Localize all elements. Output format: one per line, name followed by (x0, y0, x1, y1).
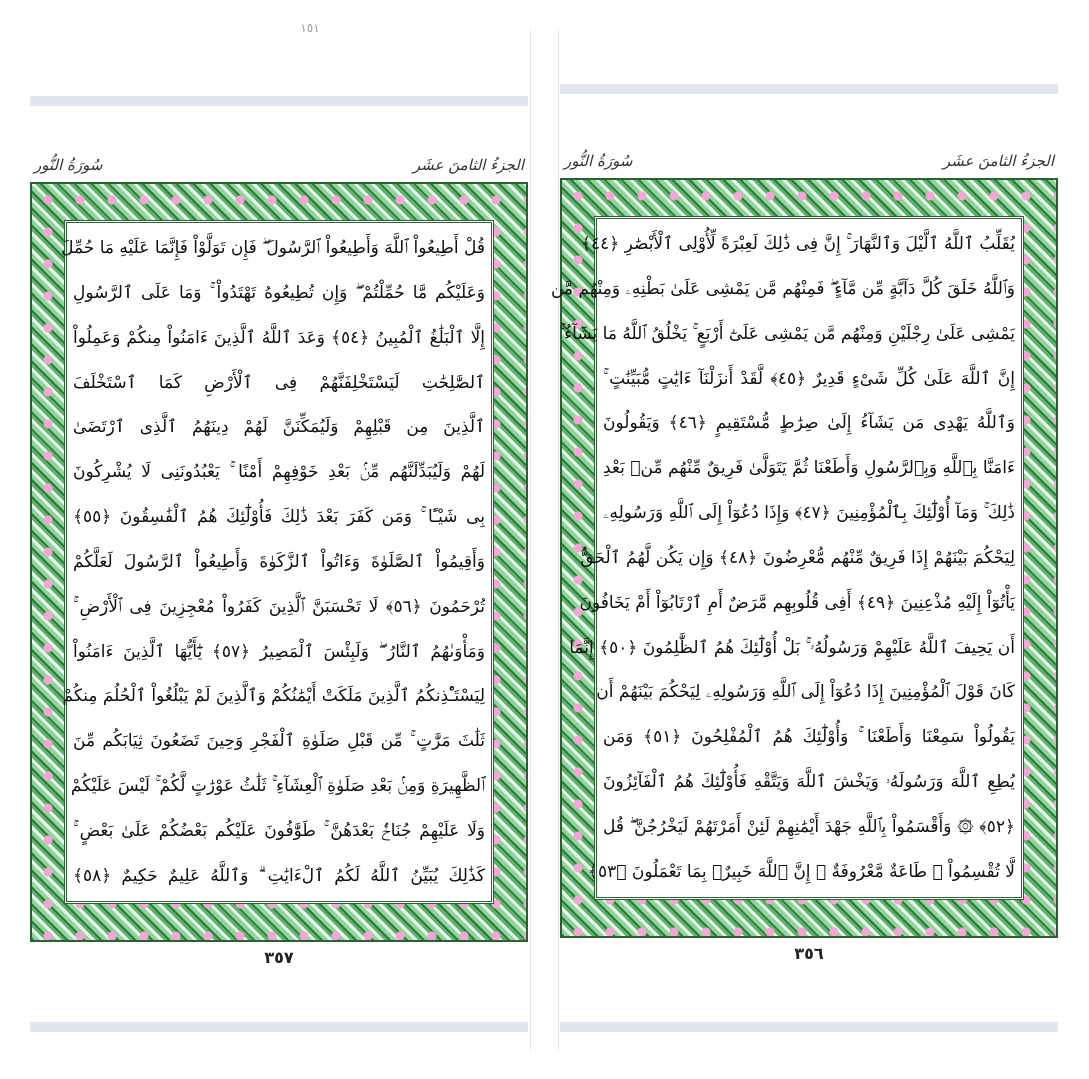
mushaf-page-left (30, 0, 528, 1079)
previous-page-number-sliver: ١٥١ (300, 21, 320, 35)
surah-label: سُورَةُ النُّور (564, 152, 633, 170)
verse-line: كَذَٰلِكَ يُبَيِّنُ ٱللَّهُ لَكُمُ ٱلْءَايَٰتِ ۗ وَٱللَّهُ عَلِيمٌ حَكِيمٌ ﴿٥٨﴾ (73, 865, 485, 886)
verse-line: لَّا تُقْسِمُواْ ۖ طَاعَةٌ مَّعْرُوفَةٌ ۚ إِنَّ ٱللَّهَ خَبِيرٌۢ بِمَا تَعْمَلُونَ ﴿٥٣﴾ (588, 861, 1015, 882)
verse-line: وَأَقِيمُواْ ٱلصَّلَوٰةَ وَءَاتُواْ ٱلزَّكَوٰةَ وَأَطِيعُواْ ٱلرَّسُولَ لَعَلَّكُمْ (73, 551, 485, 572)
page-top-band (560, 84, 1058, 94)
page-header (564, 146, 1054, 176)
verse-line: قُلْ أَطِيعُواْ ٱللَّهَ وَأَطِيعُواْ ٱلرَّسُولَ ۖ فَإِن تَوَلَّوْاْ فَإِنَّمَا عَلَيْهِ مَا حُمِّلَ (61, 238, 485, 258)
page-top-band (30, 96, 528, 106)
page-bottom-band (560, 1022, 1058, 1032)
page-divider (558, 30, 559, 1050)
page-divider (530, 30, 531, 1050)
verse-line: وَٱللَّهُ خَلَقَ كُلَّ دَآبَّةٍ مِّن مَّآءٍ ۖ فَمِنْهُم مَّن يَمْشِى عَلَىٰ بَطْنِهِۦ وَمِنْهُم مَّن (550, 278, 1015, 299)
verse-line: ﴿٥٢﴾ ۞ وَأَقْسَمُواْ بِٱللَّهِ جَهْدَ أَيْمَٰنِهِمْ لَئِنْ أَمَرْتَهُمْ لَيَخْرُجُنَّ ۖ قُل (603, 816, 1015, 837)
verse-line: يُطِعِ ٱللَّهَ وَرَسُولَهُۥ وَيَخْشَ ٱللَّهَ وَيَتَّقْهِ فَأُوْلَٰٓئِكَ هُمُ ٱلْفَآئِزُونَ (603, 772, 1015, 793)
verse-line: أَن يَحِيفَ ٱللَّهُ عَلَيْهِمْ وَرَسُولُهُۥ ۚ بَلْ أُوْلَٰٓئِكَ هُمُ ٱلظَّٰلِمُونَ ﴿٥٠﴾ إِنَّمَا (569, 637, 1015, 658)
verse-line: إِلَّا ٱلْبَلَٰغُ ٱلْمُبِينُ ﴿٥٤﴾ وَعَدَ ٱللَّهُ ٱلَّذِينَ ءَامَنُواْ مِنكُمْ وَعَمِلُواْ (73, 327, 485, 348)
surah-label: سُورَةُ النُّور (34, 156, 103, 174)
verse-text-area (550, 216, 1024, 900)
verse-line: وَعَلَيْكُم مَّا حُمِّلْتُمْ ۖ وَإِن تُطِيعُوهُ تَهْتَدُواْ ۚ وَمَا عَلَى ٱلرَّسُولِ (73, 282, 485, 303)
juz-label: الجزءُ الثامنَ عشَر (942, 152, 1054, 170)
page-header (34, 150, 524, 180)
verse-line: ٱلصَّٰلِحَٰتِ لَيَسْتَخْلِفَنَّهُمْ فِى ٱلْأَرْضِ كَمَا ٱسْتَخْلَفَ (73, 372, 485, 393)
verse-line: وَلَا عَلَيْهِمْ جُنَاحٌۢ بَعْدَهُنَّ ۚ طَوَّٰفُونَ عَلَيْكُم بَعْضُكُمْ عَلَىٰ بَعْضٍ ۚ (73, 820, 485, 841)
verse-line: لِيَحْكُمَ بَيْنَهُمْ إِذَا فَرِيقٌ مِّنْهُم مُّعْرِضُونَ ﴿٤٨﴾ وَإِن يَكُن لَّهُمُ ٱلْحَقُّ (580, 547, 1015, 568)
verse-line: يَقُولُواْ سَمِعْنَا وَأَطَعْنَا ۚ وَأُوْلَٰٓئِكَ هُمُ ٱلْمُفْلِحُونَ ﴿٥١﴾ وَمَن (603, 727, 1015, 748)
juz-label: الجزءُ الثامنَ عشَر (412, 156, 524, 174)
verse-line: بِى شَيْـًٔا ۚ وَمَن كَفَرَ بَعْدَ ذَٰلِكَ فَأُوْلَٰٓئِكَ هُمُ ٱلْفَٰسِقُونَ ﴿٥٥﴾ (73, 507, 485, 528)
verse-line: يُقَلِّبُ ٱللَّهُ ٱلَّيْلَ وَٱلنَّهَارَ ۚ إِنَّ فِى ذَٰلِكَ لَعِبْرَةً لِّأُوْلِى ٱلْأَبْصَٰرِ ﴿٤٤﴾ (580, 234, 1015, 254)
verse-line: لَهُمْ وَلَيُبَدِّلَنَّهُم مِّنۢ بَعْدِ خَوْفِهِمْ أَمْنًا ۚ يَعْبُدُونَنِى لَا يُشْرِكُونَ (73, 462, 485, 483)
ornamental-border (30, 182, 528, 942)
verse-line: ٱلظَّهِيرَةِ وَمِنۢ بَعْدِ صَلَوٰةِ ٱلْعِشَآءِ ۚ ثَلَٰثُ عَوْرَٰتٍ لَّكُمْ ۚ لَيْسَ عَلَيْكُمْ (70, 776, 485, 797)
verse-line: ءَامَنَّا بِٱللَّهِ وَبِٱلرَّسُولِ وَأَطَعْنَا ثُمَّ يَتَوَلَّىٰ فَرِيقٌ مِّنْهُم مِّنۢ بَعْدِ (603, 458, 1015, 479)
page-number: ٣٥٦ (794, 944, 824, 963)
verse-line: يَأْتُوٓاْ إِلَيْهِ مُذْعِنِينَ ﴿٤٩﴾ أَفِى قُلُوبِهِم مَّرَضٌ أَمِ ٱرْتَابُوٓاْ أَمْ يَخَافُونَ (579, 592, 1015, 613)
verse-line: كَانَ قَوْلَ ٱلْمُؤْمِنِينَ إِذَا دُعُوٓاْ إِلَى ٱللَّهِ وَرَسُولِهِۦ لِيَحْكُمَ بَيْنَهُمْ أَن (596, 682, 1015, 703)
verse-line: ذَٰلِكَ ۚ وَمَآ أُوْلَٰٓئِكَ بِٱلْمُؤْمِنِينَ ﴿٤٧﴾ وَإِذَا دُعُوٓاْ إِلَى ٱللَّهِ وَرَسُولِهِۦ (603, 503, 1015, 524)
verse-line: يَمْشِى عَلَىٰ رِجْلَيْنِ وَمِنْهُم مَّن يَمْشِى عَلَىٰٓ أَرْبَعٍ ۚ يَخْلُقُ ٱللَّهُ مَا يَشَآءُ ۚ (559, 323, 1015, 344)
verse-line: إِنَّ ٱللَّهَ عَلَىٰ كُلِّ شَىْءٍ قَدِيرٌ ﴿٤٥﴾ لَّقَدْ أَنزَلْنَآ ءَايَٰتٍ مُّبَيِّنَٰتٍ ۚ (603, 368, 1015, 389)
verse-line: ثَلَٰثَ مَرَّٰتٍ ۚ مِّن قَبْلِ صَلَوٰةِ ٱلْفَجْرِ وَحِينَ تَضَعُونَ ثِيَابَكُم مِّنَ (73, 731, 485, 752)
verse-line: ٱلَّذِينَ مِن قَبْلِهِمْ وَلَيُمَكِّنَنَّ لَهُمْ دِينَهُمُ ٱلَّذِى ٱرْتَضَىٰ (73, 417, 485, 438)
page-bottom-band (30, 1022, 528, 1032)
ornamental-border (550, 178, 1058, 938)
verse-text-area (61, 220, 494, 904)
verse-line: وَمَأْوَىٰهُمُ ٱلنَّارُ ۖ وَلَبِئْسَ ٱلْمَصِيرُ ﴿٥٧﴾ يَٰٓأَيُّهَا ٱلَّذِينَ ءَامَنُواْ (73, 641, 485, 662)
page-number: ٣٥٧ (264, 948, 294, 967)
mushaf-page-right (550, 0, 1058, 1079)
verse-line: تُرْحَمُونَ ﴿٥٦﴾ لَا تَحْسَبَنَّ ٱلَّذِينَ كَفَرُواْ مُعْجِزِينَ فِى ٱلْأَرْضِ ۚ (73, 596, 485, 617)
verse-line: وَٱللَّهُ يَهْدِى مَن يَشَآءُ إِلَىٰ صِرَٰطٍ مُّسْتَقِيمٍ ﴿٤٦﴾ وَيَقُولُونَ (603, 413, 1015, 434)
verse-line: لِيَسْتَـْٔذِنكُمُ ٱلَّذِينَ مَلَكَتْ أَيْمَٰنُكُمْ وَٱلَّذِينَ لَمْ يَبْلُغُواْ ٱلْحُلُمَ مِنكُمْ (62, 686, 485, 707)
